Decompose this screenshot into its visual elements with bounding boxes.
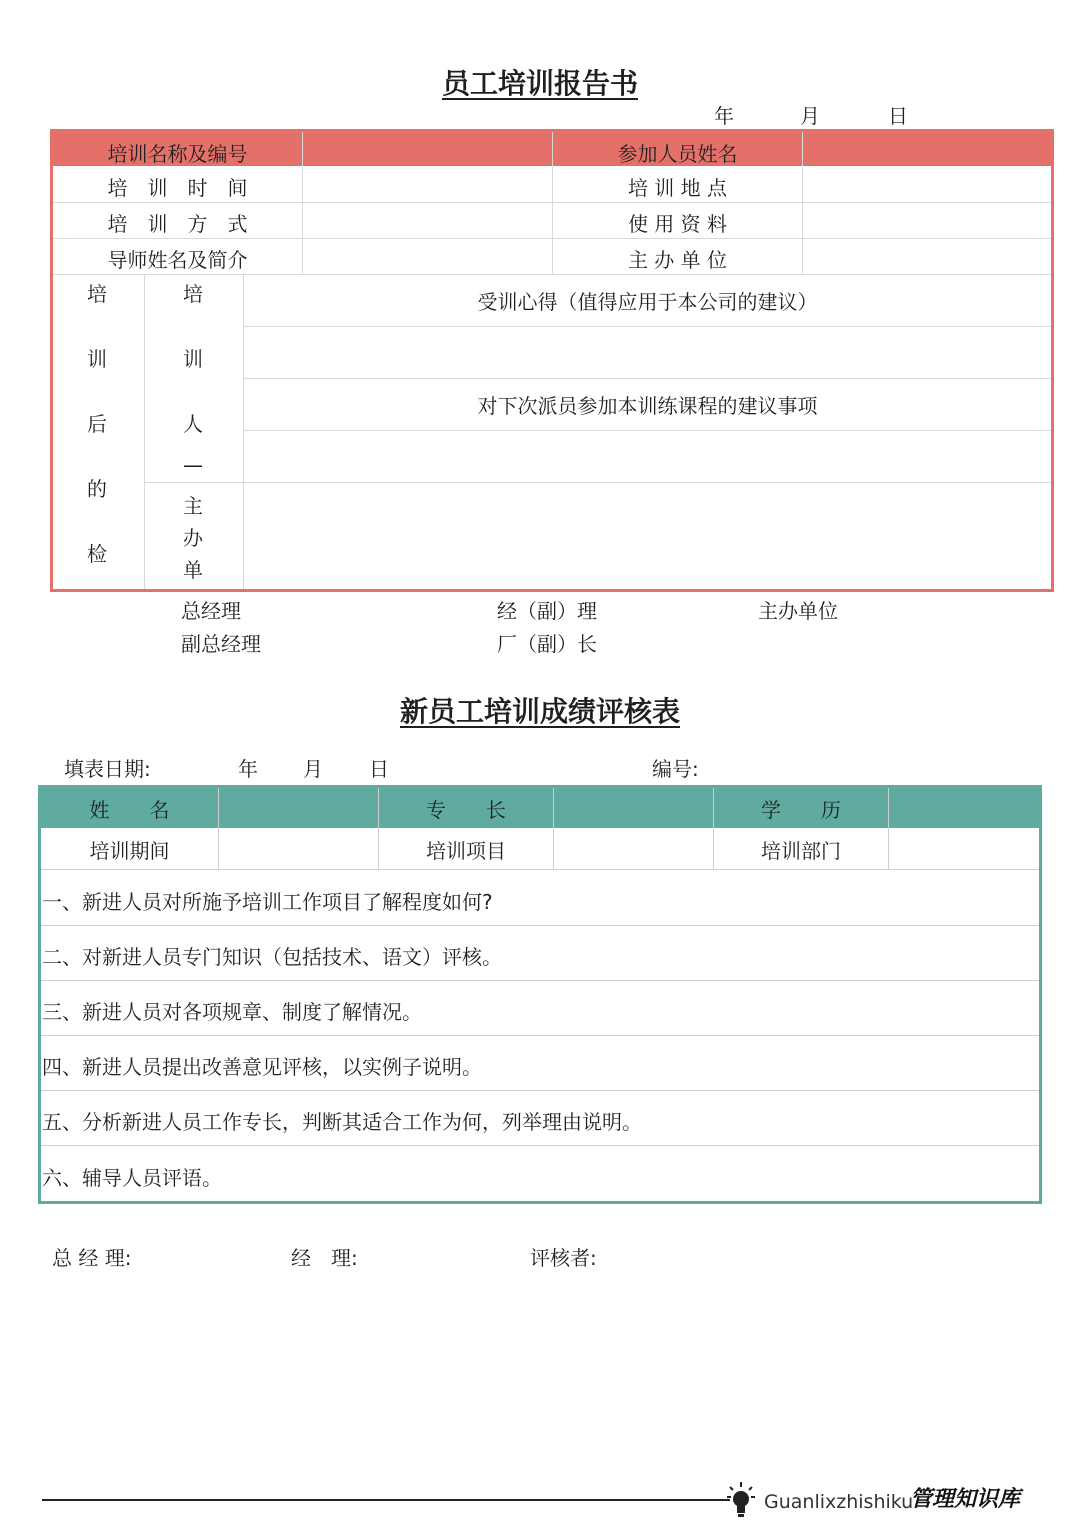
tutor-label: 导师姓名及简介 bbox=[107, 247, 248, 272]
name-label: 姓 名 bbox=[89, 797, 170, 822]
material-value[interactable] bbox=[803, 204, 1051, 240]
report-date-day: 日 bbox=[888, 104, 908, 128]
serial-number-label: 编号: bbox=[652, 757, 699, 781]
assessment-gm-label: 总 经 理: bbox=[52, 1246, 132, 1270]
tutor-value[interactable] bbox=[303, 240, 552, 276]
training-department-value[interactable] bbox=[889, 829, 1039, 869]
assessment-reviewer-label: 评核者: bbox=[530, 1246, 597, 1270]
lightbulb-icon bbox=[726, 1481, 756, 1519]
footer-brand-en: Guanlixzhishiku bbox=[764, 1491, 914, 1513]
host-unit-label: 主 办 单 位 bbox=[627, 247, 728, 272]
training-period-label: 培训期间 bbox=[89, 838, 170, 863]
next-suggestion-field[interactable] bbox=[244, 431, 1051, 482]
name-value[interactable] bbox=[219, 788, 378, 828]
training-place-label: 培 训 地 点 bbox=[627, 175, 728, 200]
education-value[interactable] bbox=[889, 788, 1039, 828]
fill-date-label: 填表日期: bbox=[64, 757, 151, 781]
training-method-value[interactable] bbox=[303, 204, 552, 240]
report-date-month: 月 bbox=[800, 104, 820, 128]
training-time-label: 培 训 时 间 bbox=[107, 175, 248, 200]
training-time-value[interactable] bbox=[303, 168, 552, 204]
attendee-value[interactable] bbox=[803, 132, 1051, 172]
question-2: 二、对新进人员专门知识（包括技术、语文）评核。 bbox=[42, 945, 502, 969]
question-3: 三、新进人员对各项规章、制度了解情况。 bbox=[42, 1000, 422, 1024]
question-6: 六、辅导人员评语。 bbox=[42, 1166, 222, 1190]
training-insight-label: 受训心得（值得应用于本公司的建议） bbox=[477, 289, 818, 314]
training-method-label: 培 训 方 式 bbox=[107, 211, 248, 236]
education-label: 学 历 bbox=[761, 797, 841, 822]
footer-divider bbox=[42, 1499, 730, 1501]
training-project-label: 培训项目 bbox=[426, 838, 506, 863]
fill-date-day: 日 bbox=[369, 757, 389, 781]
fill-date-month: 月 bbox=[303, 757, 323, 781]
host-unit-vertical-label: 主 办 单 bbox=[183, 494, 203, 582]
question-5: 五、分析新进人员工作专长，判断其适合工作为何，列举理由说明。 bbox=[42, 1110, 642, 1134]
material-label: 使 用 资 料 bbox=[627, 211, 728, 236]
assessment-title: 新员工培训成绩评核表 bbox=[399, 695, 680, 728]
training-department-label: 培训部门 bbox=[761, 838, 841, 863]
report-title: 员工培训报告书 bbox=[441, 67, 638, 100]
training-name-value[interactable] bbox=[303, 132, 552, 172]
host-unit-comment-field[interactable] bbox=[244, 483, 1051, 589]
next-suggestion-label: 对下次派员参加本训练课程的建议事项 bbox=[477, 393, 818, 418]
attendee-label: 参加人员姓名 bbox=[617, 141, 738, 166]
training-name-label: 培训名称及编号 bbox=[107, 141, 248, 166]
manager-signature-label: 经（副）理 bbox=[497, 599, 597, 623]
host-unit-signature-label: 主办单位 bbox=[758, 599, 838, 623]
trainee-label: 培 训 人 — bbox=[183, 282, 203, 477]
fill-date-year: 年 bbox=[238, 757, 258, 781]
specialty-label: 专 长 bbox=[426, 797, 506, 822]
specialty-value[interactable] bbox=[554, 788, 713, 828]
question-1: 一、新进人员对所施予培训工作项目了解程度如何? bbox=[42, 890, 493, 914]
training-project-value[interactable] bbox=[554, 829, 713, 869]
factory-director-signature-label: 厂（副）长 bbox=[497, 632, 597, 656]
training-period-value[interactable] bbox=[219, 829, 378, 869]
post-training-check-label: 培 训 后 的 检 bbox=[87, 282, 107, 566]
gm-signature-label: 总经理 bbox=[181, 599, 241, 623]
footer-brand-cn: 管理知识库 bbox=[910, 1487, 1021, 1512]
host-unit-value[interactable] bbox=[803, 240, 1051, 276]
question-4: 四、新进人员提出改善意见评核，以实例子说明。 bbox=[42, 1055, 482, 1079]
assessment-table bbox=[38, 785, 1042, 1204]
training-insight-field[interactable] bbox=[244, 327, 1051, 378]
training-report-table bbox=[50, 129, 1054, 592]
training-place-value[interactable] bbox=[803, 168, 1051, 204]
deputy-gm-signature-label: 副总经理 bbox=[181, 632, 261, 656]
assessment-manager-label: 经 理: bbox=[291, 1246, 358, 1270]
report-date-year: 年 bbox=[714, 104, 734, 128]
